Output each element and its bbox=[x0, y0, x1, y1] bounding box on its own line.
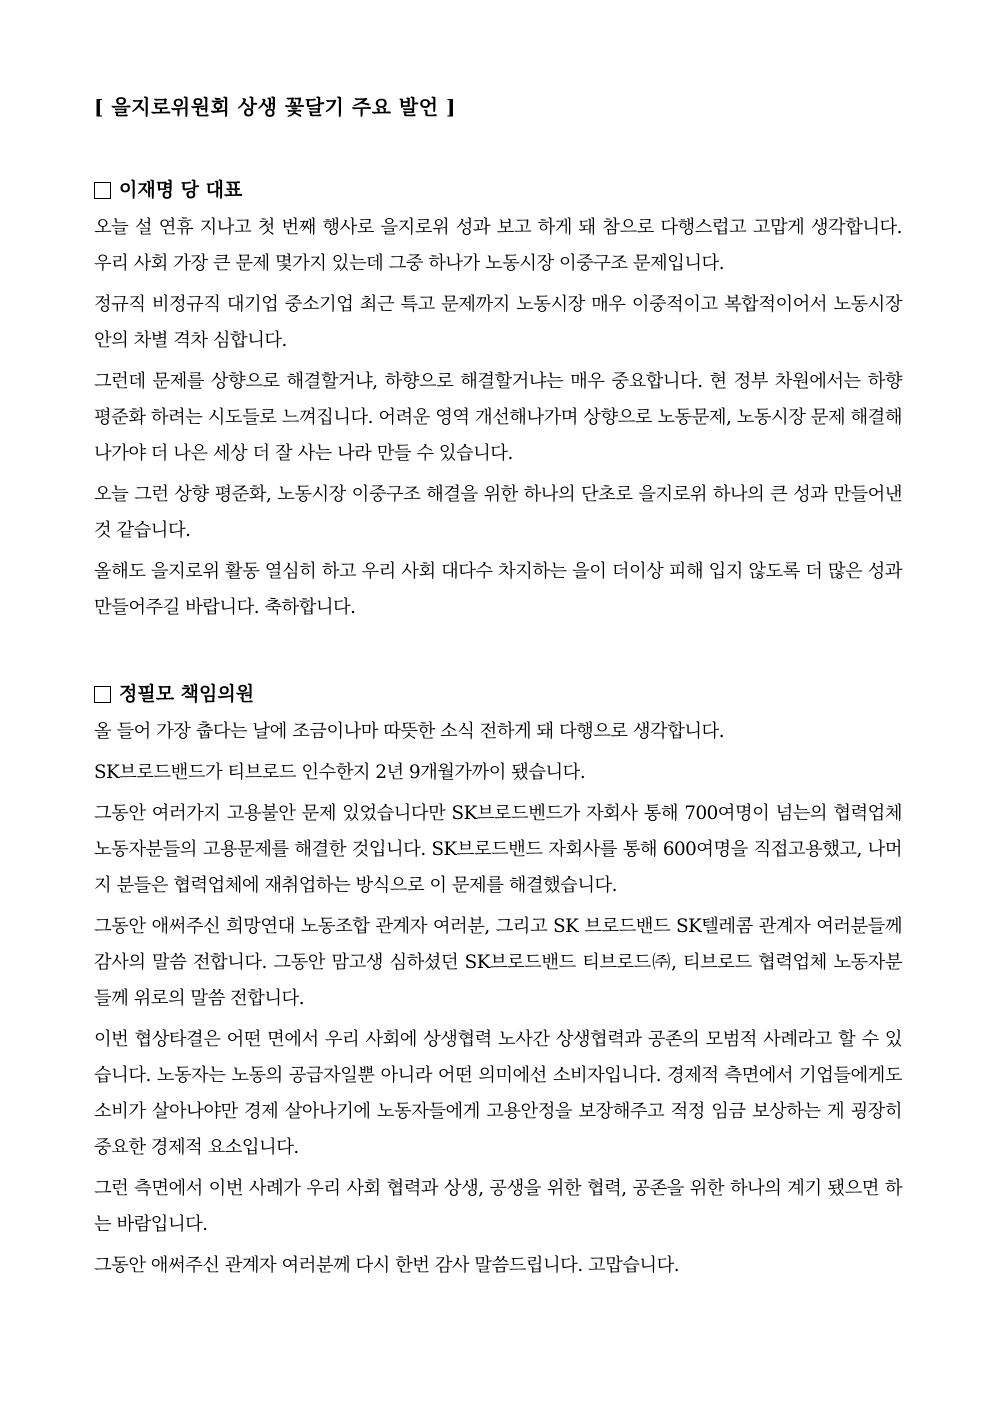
paragraph: 오늘 그런 상향 평준화, 노동시장 이중구조 해결을 위한 하나의 단초로 을지로위 하나의 큰 성과 만들어낸 것 같습니다. bbox=[94, 484, 902, 541]
empty-box-icon bbox=[94, 686, 111, 703]
section-jeong-pilmo bbox=[94, 678, 902, 1284]
section-lee-jaemyung bbox=[94, 174, 902, 626]
paragraph: 그동안 여러가지 고용불안 문제 있었습니다만 SK브로드벤드가 자회사 통해 700여명이 넘는의 협력업체 노동자분들의 고용문제를 해결한 것입니다. SK브로드밴드 자회사를 통해 600여명을 직접고용했고, 나머지 분들은 협력업체에 재취업하는 방식으로 이 문제를 해결했습니다. bbox=[94, 803, 902, 896]
paragraph: SK브로드밴드가 티브로드 인수한지 2년 9개월가까이 됐습니다. bbox=[94, 762, 586, 783]
section-heading bbox=[94, 678, 902, 710]
section-heading bbox=[94, 174, 902, 206]
document-page bbox=[94, 92, 902, 1289]
speaker-name: 정필모 책임의원 bbox=[119, 683, 255, 705]
paragraph: 그런데 문제를 상향으로 해결할거냐, 하향으로 해결할거냐는 매우 중요합니다. 현 정부 차원에서는 하향 평준화 하려는 시도들로 느껴집니다. 어려운 영역 개선해나가며 상향으로 노동문제, 노동시장 문제 해결해나가야 더 나은 세상 더 잘 사는 나라 만들 수 있습니다. bbox=[94, 371, 902, 464]
paragraph: 그런 측면에서 이번 사례가 우리 사회 협력과 상생, 공생을 위한 협력, 공존을 위한 하나의 계기 됐으면 하는 바람입니다. bbox=[94, 1178, 902, 1235]
paragraph: 오늘 설 연휴 지나고 첫 번째 행사로 을지로위 성과 보고 하게 돼 참으로 다행스럽고 고맙게 생각합니다. 우리 사회 가장 큰 문제 몇가지 있는데 그중 하나가 노동시장 이중구조 문제입니다. bbox=[94, 217, 902, 274]
paragraph: 그동안 애써주신 관계자 여러분께 다시 한번 감사 말씀드립니다. 고맙습니다. bbox=[94, 1255, 680, 1276]
paragraph: 올해도 을지로위 활동 열심히 하고 우리 사회 대다수 차지하는 을이 더이상 피해 입지 않도록 더 많은 성과 만들어주길 바랍니다. 축하합니다. bbox=[94, 561, 902, 618]
speaker-name: 이재명 당 대표 bbox=[119, 179, 243, 201]
document-title: [ 을지로위원회 상생 꽃달기 주요 발언 ] bbox=[94, 95, 457, 119]
paragraph: 그동안 애써주신 희망연대 노동조합 관계자 여러분, 그리고 SK 브로드밴드 SK텔레콤 관계자 여러분들께 감사의 말씀 전합니다. 그동안 맘고생 심하셨던 SK브로드밴드 티브로드㈜, 티브로드 협력업체 노동자분들께 위로의 말씀 전합니다. bbox=[94, 916, 902, 1009]
paragraph: 정규직 비정규직 대기업 중소기업 최근 특고 문제까지 노동시장 매우 이중적이고 복합적이어서 노동시장 안의 차별 격차 심합니다. bbox=[94, 294, 902, 351]
paragraph: 이번 협상타결은 어떤 면에서 우리 사회에 상생협력 노사간 상생협력과 공존의 모범적 사례라고 할 수 있습니다. 노동자는 노동의 공급자일뿐 아니라 어떤 의미에선 소비자입니다. 경제적 측면에서 기업들에게도 소비가 살아나야만 경제 살아나기에 노동자들에게 고용안정을 보장해주고 적정 임금 보상하는 게 굉장히 중요한 경제적 요소입니다. bbox=[94, 1029, 902, 1158]
paragraph: 올 들어 가장 춥다는 날에 조금이나마 따뜻한 소식 전하게 돼 다행으로 생각합니다. bbox=[94, 721, 725, 742]
empty-box-icon bbox=[94, 182, 111, 199]
